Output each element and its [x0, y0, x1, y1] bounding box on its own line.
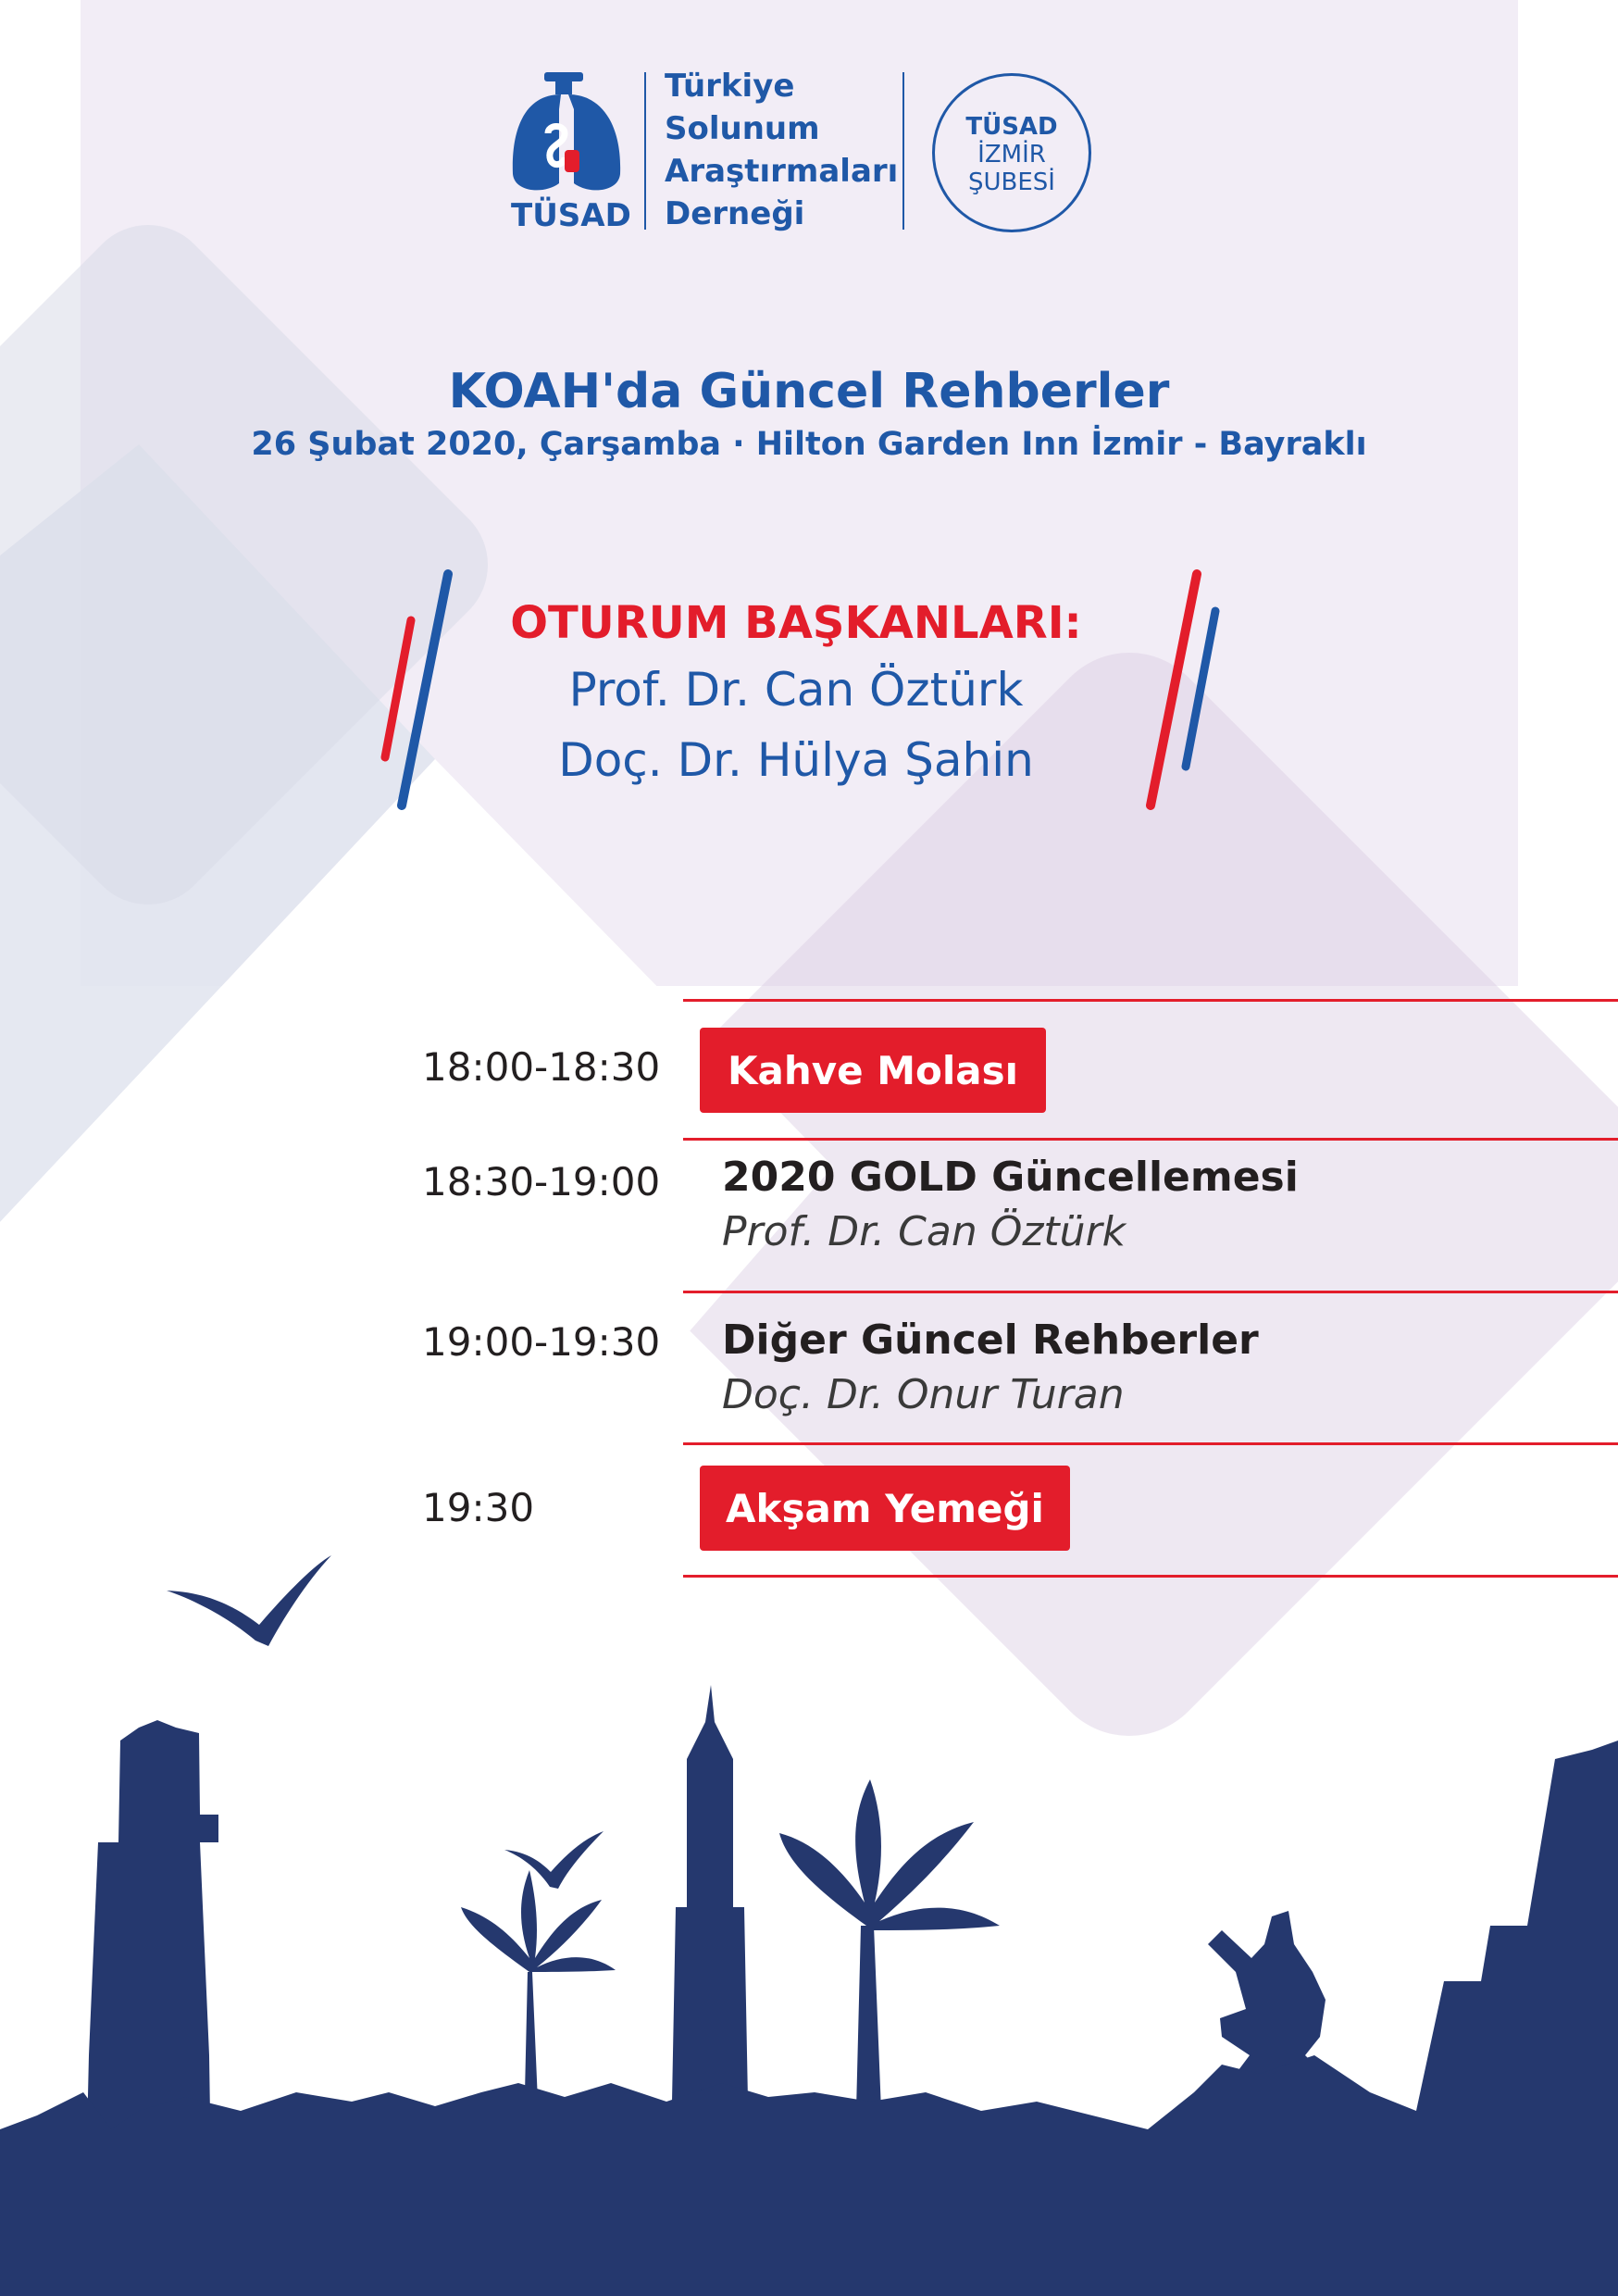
coffee-break-badge: Kahve Molası — [700, 1028, 1046, 1113]
logo-divider — [902, 72, 904, 230]
branch-line: İZMİR — [977, 141, 1046, 168]
session-speaker: Prof. Dr. Can Öztürk — [722, 1208, 1126, 1255]
session-title: 2020 GOLD Güncellemesi — [722, 1154, 1299, 1201]
branch-line: ŞUBESİ — [968, 168, 1055, 196]
association-name-line: Derneği — [665, 195, 805, 232]
program-time: 18:30-19:00 — [422, 1159, 661, 1204]
program-time: 19:30 — [422, 1485, 535, 1530]
dinner-badge: Akşam Yemeği — [700, 1466, 1070, 1551]
tusad-abbreviation: TÜSAD — [511, 197, 631, 234]
seagull-icon — [167, 1555, 331, 1646]
program-divider — [683, 999, 1618, 1002]
seagull-icon — [504, 1831, 604, 1889]
event-title: KOAH'da Güncel Rehberler — [448, 364, 1170, 419]
program-divider — [683, 1291, 1618, 1293]
session-title: Diğer Güncel Rehberler — [722, 1316, 1259, 1364]
program-divider — [683, 1442, 1618, 1445]
association-name-line: Türkiye — [665, 68, 795, 105]
program-time: 19:00-19:30 — [422, 1319, 661, 1365]
session-chair-name: Prof. Dr. Can Öztürk — [568, 663, 1024, 717]
tusad-lungs-icon — [507, 72, 628, 202]
association-name-line: Araştırmaları — [665, 153, 899, 190]
association-name — [665, 65, 898, 235]
session-speaker: Doç. Dr. Onur Turan — [722, 1371, 1125, 1418]
izmir-branch-badge — [932, 73, 1091, 232]
logo-divider — [644, 72, 646, 230]
program-divider — [683, 1138, 1618, 1141]
right-slash-accent — [1134, 555, 1236, 824]
session-chair-name: Doç. Dr. Hülya Şahin — [558, 733, 1034, 787]
program-time: 18:00-18:30 — [422, 1044, 661, 1090]
session-chairs-heading: OTURUM BAŞKANLARI: — [510, 597, 1082, 649]
association-name-line: Solunum — [665, 110, 820, 147]
left-slash-accent — [370, 555, 472, 824]
skyline-base — [0, 1741, 1618, 2296]
branch-line: TÜSAD — [965, 113, 1058, 141]
event-subtitle: 26 Şubat 2020, Çarşamba · Hilton Garden Inn İzmir - Bayraklı — [251, 426, 1367, 463]
izmir-skyline-illustration — [0, 1537, 1618, 2296]
